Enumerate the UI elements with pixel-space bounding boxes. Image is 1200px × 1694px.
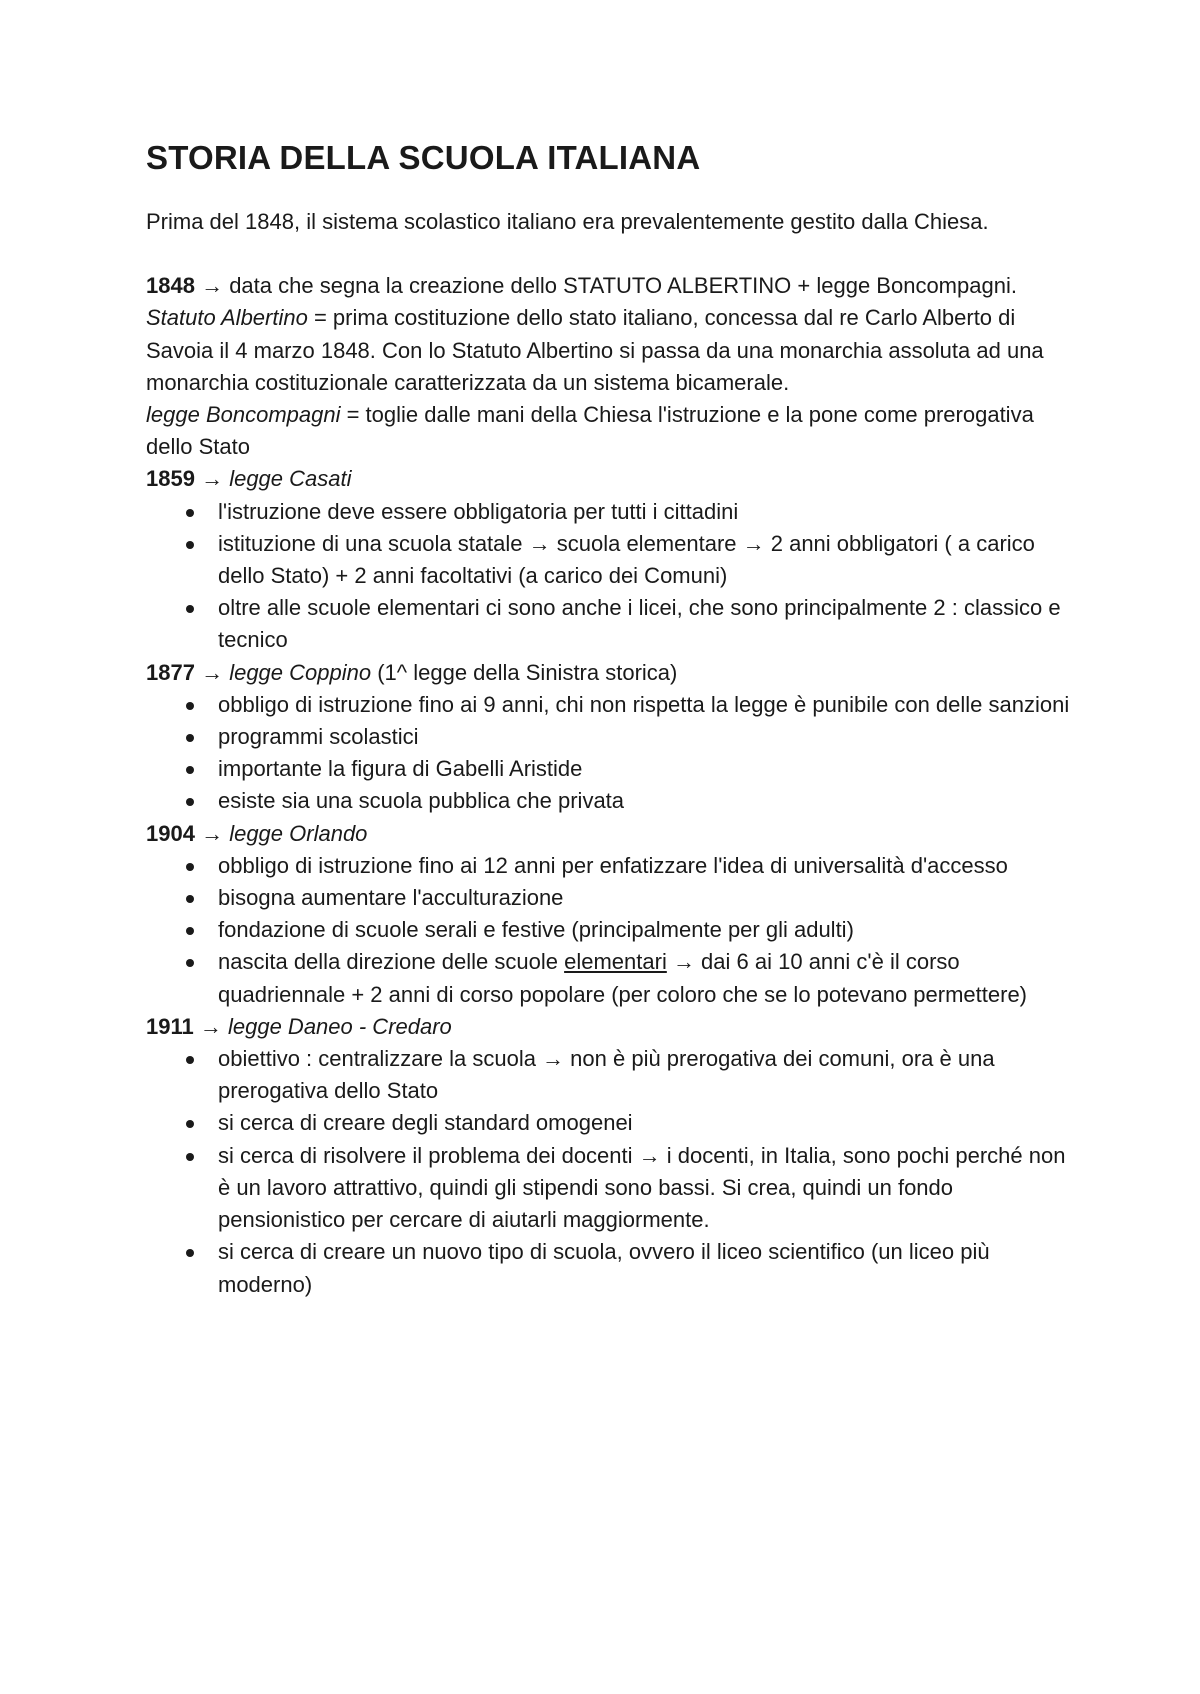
document-page [146,138,1076,1301]
section-1904-heading [146,818,1076,850]
section-1911-list [146,1043,1076,1301]
list-item: l'istruzione deve essere obbligatoria per tutti i cittadini [218,496,1076,528]
list-item: bisogna aumentare l'acculturazione [218,882,1076,914]
paragraph-gap [146,238,1076,270]
year-1859: 1859 [146,466,195,492]
list-item [218,946,1076,1010]
list-item: obbligo di istruzione fino ai 9 anni, chi non rispetta la legge è punibile con delle sanzioni [218,689,1076,721]
arrow: → [201,466,224,492]
list-item: esiste sia una scuola pubblica che privata [218,785,1076,817]
statuto-def: = prima costituzione dello stato italiano, concessa dal re Carlo Alberto di Savoia il 4 marzo 1848. Con lo Statuto Albertino si passa da una monarchia assoluta ad una monarchia costituzionale caratterizzata da un sistema bicamerale. [146,305,1044,395]
list-item: si cerca di risolvere il problema dei docenti → i docenti, in Italia, sono pochi perché non è un lavoro attrattivo, quindi gli stipendi sono bassi. Si crea, quindi un fondo pensionistico per cercare di aiutarli maggiormente. [218,1140,1076,1237]
arrow: → [201,659,224,685]
list-item: programmi scolastici [218,721,1076,753]
section-1859-heading [146,463,1076,495]
section-1911-heading [146,1011,1076,1043]
list-item: istituzione di una scuola statale → scuola elementare → 2 anni obbligatori ( a carico dello Stato) + 2 anni facoltativi (a carico dei Comuni) [218,528,1076,592]
law-daneo-credaro: legge Daneo - Credaro [227,1013,452,1039]
list-item: si cerca di creare degli standard omogenei [218,1107,1076,1139]
arrow: → [199,1013,222,1039]
list-item: obiettivo : centralizzare la scuola → non è più prerogativa dei comuni, ora è una prerogativa dello Stato [218,1043,1076,1107]
year-1877: 1877 [146,659,195,685]
year-1848: 1848 [146,273,195,299]
underlined-word: elementari [564,949,667,975]
section-1877-list [146,689,1076,818]
intro-paragraph: Prima del 1848, il sistema scolastico italiano era prevalentemente gestito dalla Chiesa. [146,209,989,234]
list-item-pre: nascita della direzione delle scuole [218,949,565,975]
list-item: fondazione di scuole serali e festive (principalmente per gli adulti) [218,914,1076,946]
arrow: → [201,273,224,299]
page-title: STORIA DELLA SCUOLA ITALIANA [146,139,701,176]
list-item: importante la figura di Gabelli Aristide [218,753,1076,785]
section-1877-heading [146,657,1076,689]
arrow: → [201,820,224,846]
list-item: obbligo di istruzione fino ai 12 anni per enfatizzare l'idea di universalità d'accesso [218,850,1076,882]
section-1848-heading [146,270,1076,302]
statuto-definition [146,302,1076,399]
section-1859-list [146,496,1076,657]
statuto-term: Statuto Albertino [146,305,308,331]
list-item: si cerca di creare un nuovo tipo di scuola, ovvero il liceo scientifico (un liceo più moderno) [218,1236,1076,1300]
year-1904: 1904 [146,820,195,846]
boncompagni-term: legge Boncompagni [146,402,341,428]
list-item-post: → dai 6 ai 10 anni c'è il corso quadriennale + 2 anni di corso popolare (per coloro che se lo potevano permettere) [218,949,1028,1007]
law-coppino-note: (1^ legge della Sinistra storica) [371,659,678,685]
law-coppino: legge Coppino [229,659,372,685]
year-1911: 1911 [146,1013,194,1039]
section-1904-list [146,850,1076,1011]
boncompagni-definition [146,399,1076,463]
law-orlando: legge Orlando [229,820,368,846]
law-casati: legge Casati [229,466,352,492]
list-item: oltre alle scuole elementari ci sono anche i licei, che sono principalmente 2 : classico e tecnico [218,592,1076,656]
boncompagni-def: = toglie dalle mani della Chiesa l'istruzione e la pone come prerogativa dello Stato [146,402,1034,460]
section-1848-text: data che segna la creazione dello STATUTO ALBERTINO + legge Boncompagni. [223,273,1017,299]
